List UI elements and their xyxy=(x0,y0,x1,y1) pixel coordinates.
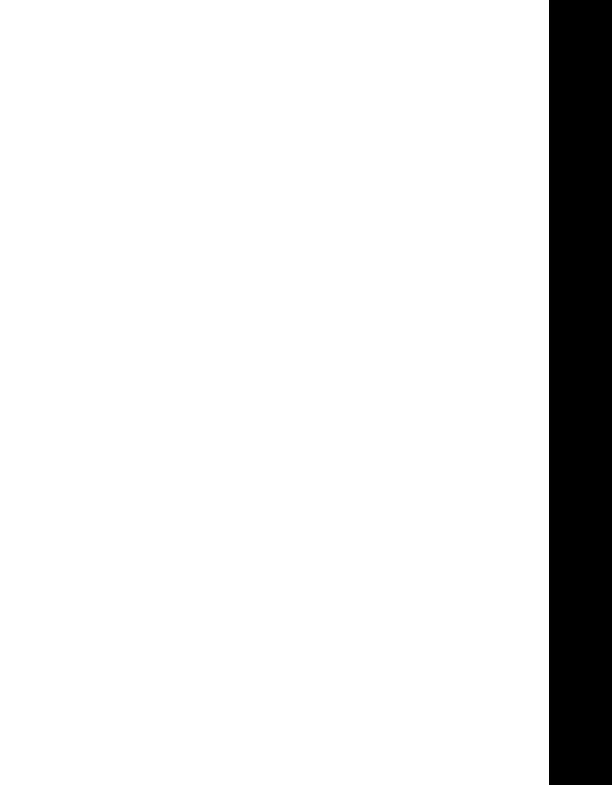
right-black-strip xyxy=(549,0,612,785)
